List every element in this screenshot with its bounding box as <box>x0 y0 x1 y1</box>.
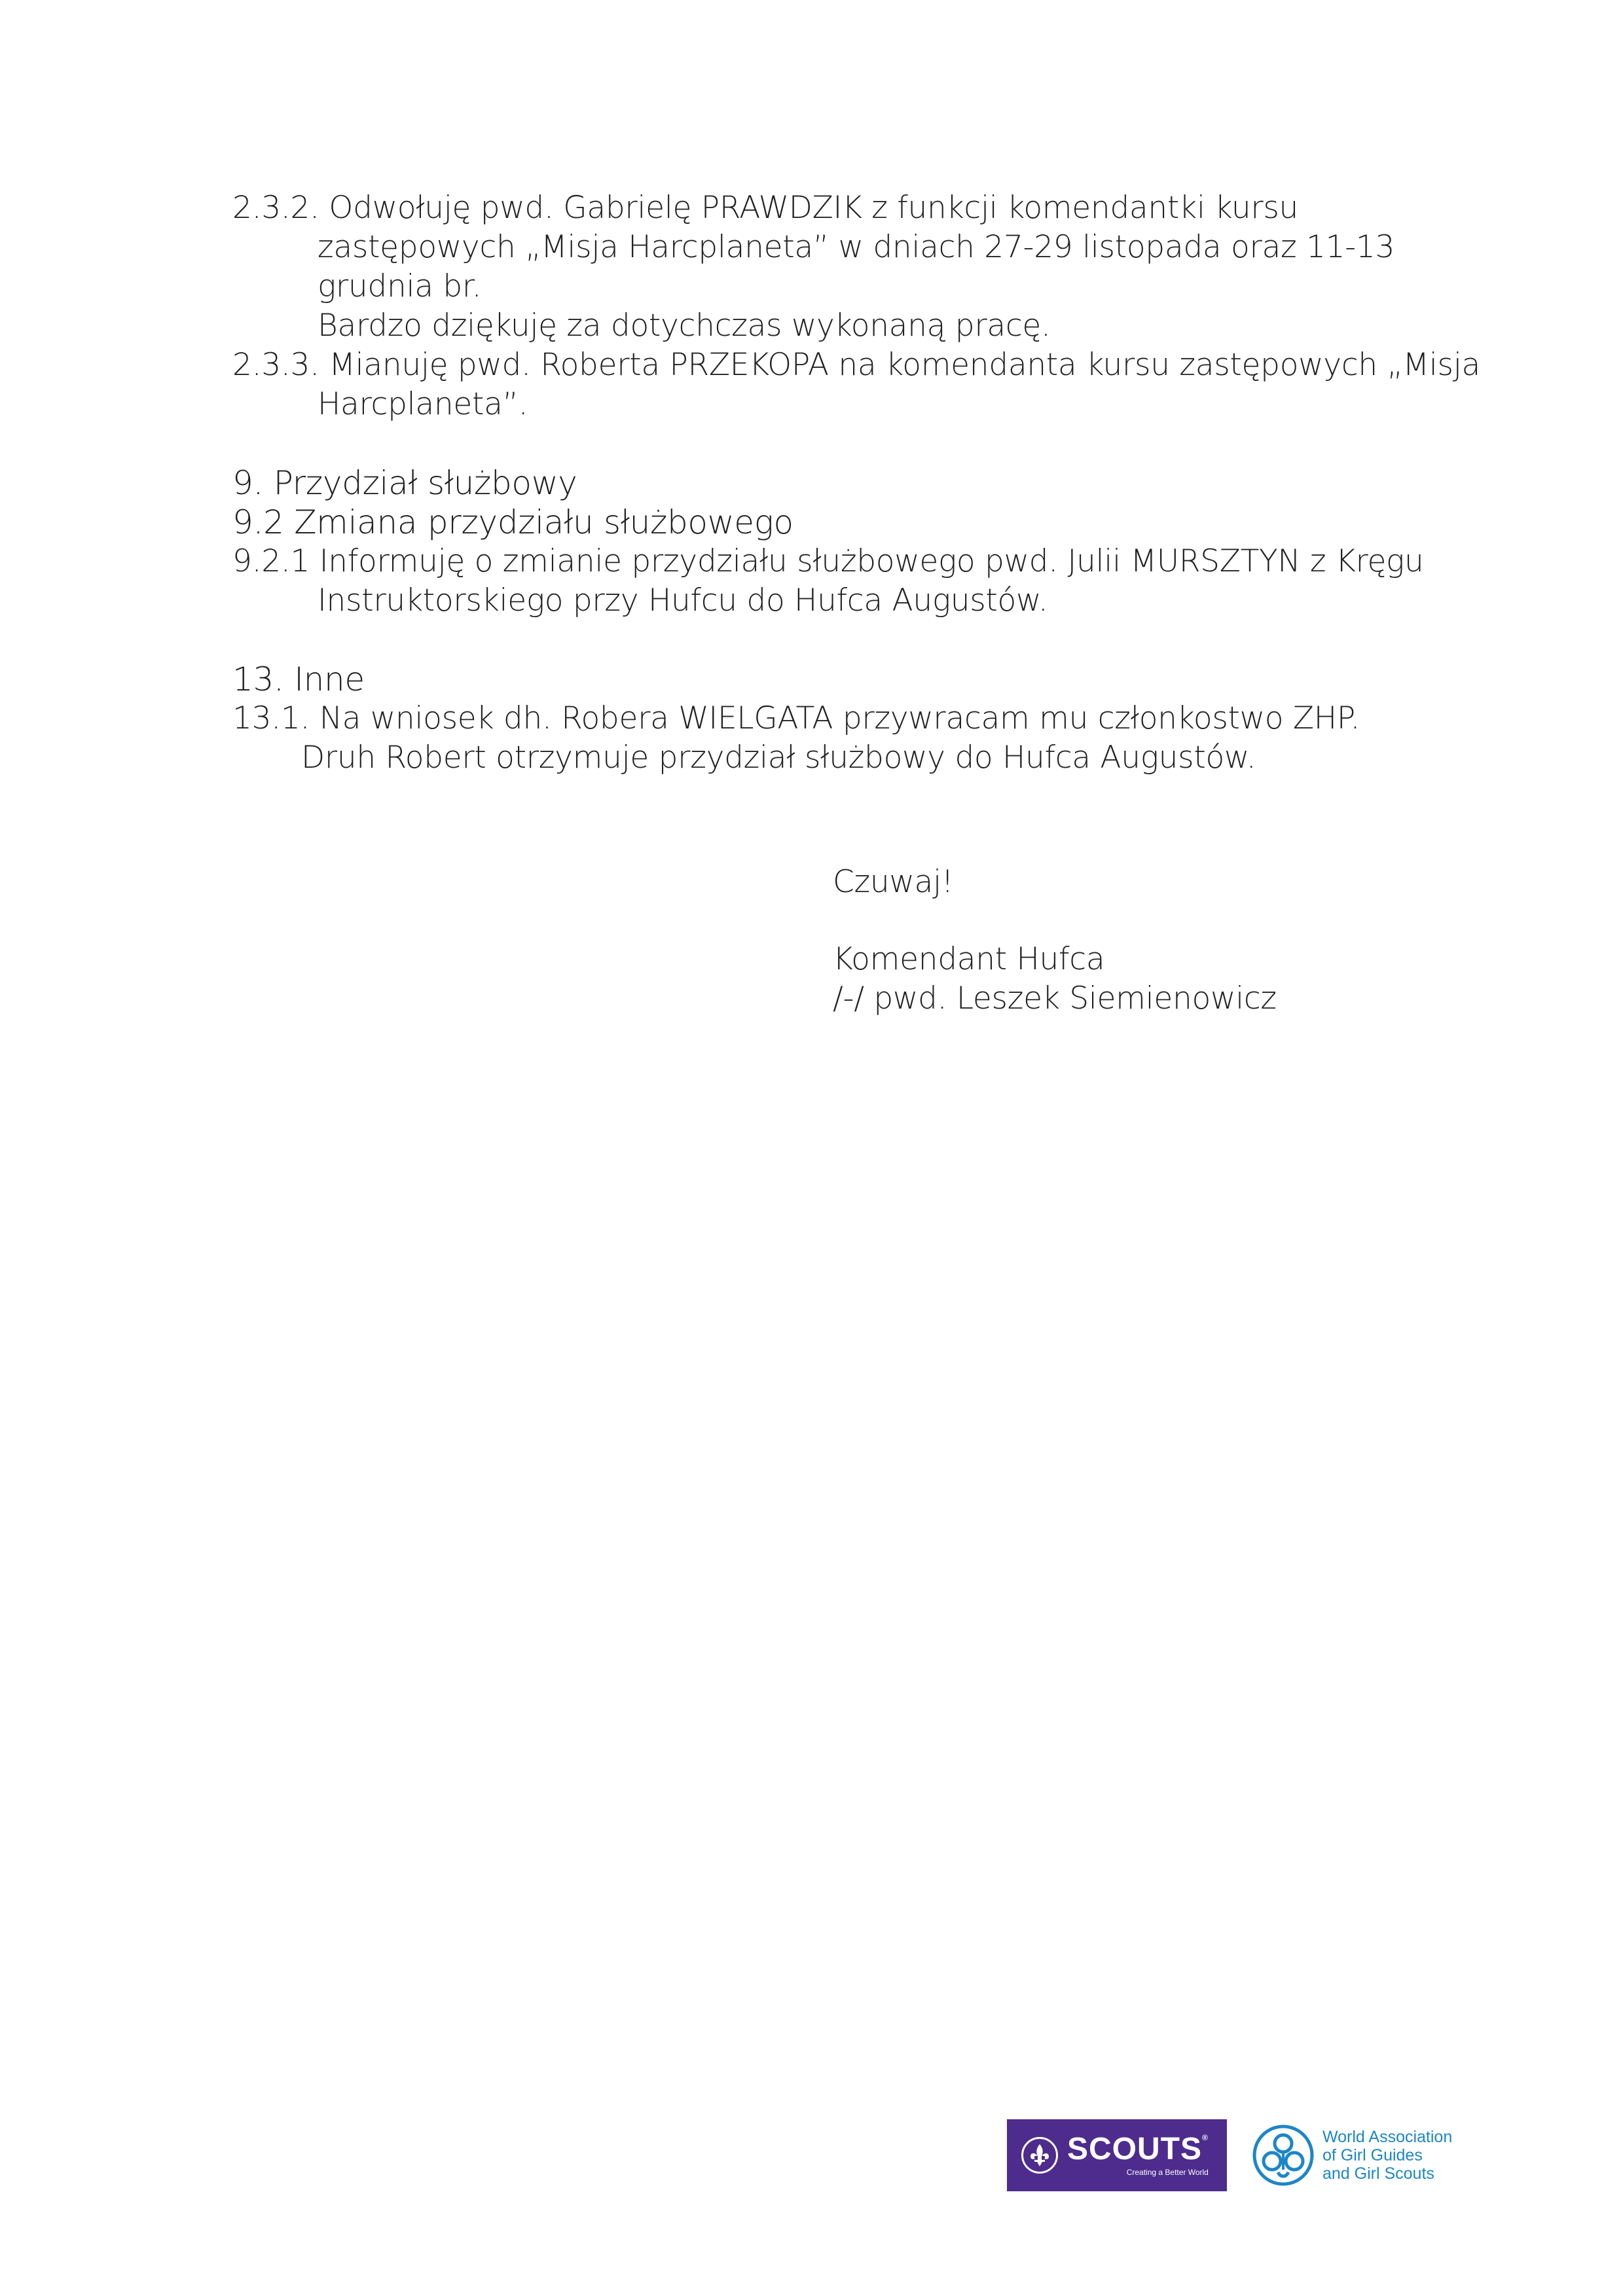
body-line: 13.1. Na wniosek dh. Robera WIELGATA przywracam mu członkostwo ZHP. <box>232 700 1360 736</box>
body-line: grudnia br. <box>318 268 482 304</box>
fleur-de-lis-icon <box>1021 2137 1058 2174</box>
wagggs-logo <box>1252 2119 1487 2191</box>
body-line: Druh Robert otrzymuje przydział służbowy do Hufca Augustów. <box>301 740 1256 776</box>
blank-line <box>232 620 1509 660</box>
body-line: Harcplaneta”. <box>318 386 528 422</box>
wagggs-line: World Association <box>1322 2128 1453 2146</box>
document-body <box>232 188 1509 778</box>
signatory-name: /-/ pwd. Leszek Siemienowicz <box>833 980 1277 1016</box>
body-line: zastępowych „Misja Harcplaneta” w dniach 27-29 listopada oraz 11-13 <box>318 229 1395 265</box>
signatory-role: Komendant Hufca <box>833 941 1105 977</box>
body-line: Bardzo dziękuję za dotychczas wykonaną pracę. <box>318 308 1051 344</box>
wagggs-wordmark <box>1322 2128 1452 2183</box>
blank-line <box>232 424 1509 463</box>
body-line: 2.3.2. Odwołuję pwd. Gabrielę PRAWDZIK z funkcji komendantki kursu <box>232 190 1299 226</box>
wagggs-line: of Girl Guides <box>1322 2146 1423 2164</box>
body-line: Instruktorskiego przy Hufcu do Hufca Augustów. <box>318 583 1048 619</box>
subsection-heading: 9.2 Zmiana przydziału służbowego <box>232 503 793 541</box>
scouts-wordmark <box>1067 2134 1209 2177</box>
signature-block <box>833 863 1277 1018</box>
scouts-tagline: Creating a Better World <box>1126 2168 1209 2177</box>
scouts-logo <box>1007 2119 1227 2191</box>
trefoil-icon <box>1252 2124 1315 2187</box>
spacer <box>833 902 1277 940</box>
section-heading: 13. Inne <box>232 660 365 698</box>
greeting: Czuwaj! <box>833 864 954 900</box>
scouts-word: SCOUTS® <box>1067 2132 1209 2166</box>
wagggs-line: and Girl Scouts <box>1322 2164 1434 2183</box>
body-line: 9.2.1 Informuję o zmianie przydziału służbowego pwd. Julii MURSZTYN z Kręgu <box>232 543 1424 579</box>
body-line: 2.3.3. Mianuję pwd. Roberta PRZEKOPA na komendanta kursu zastępowych „Misja <box>232 347 1480 383</box>
section-heading: 9. Przydział służbowy <box>232 464 577 502</box>
